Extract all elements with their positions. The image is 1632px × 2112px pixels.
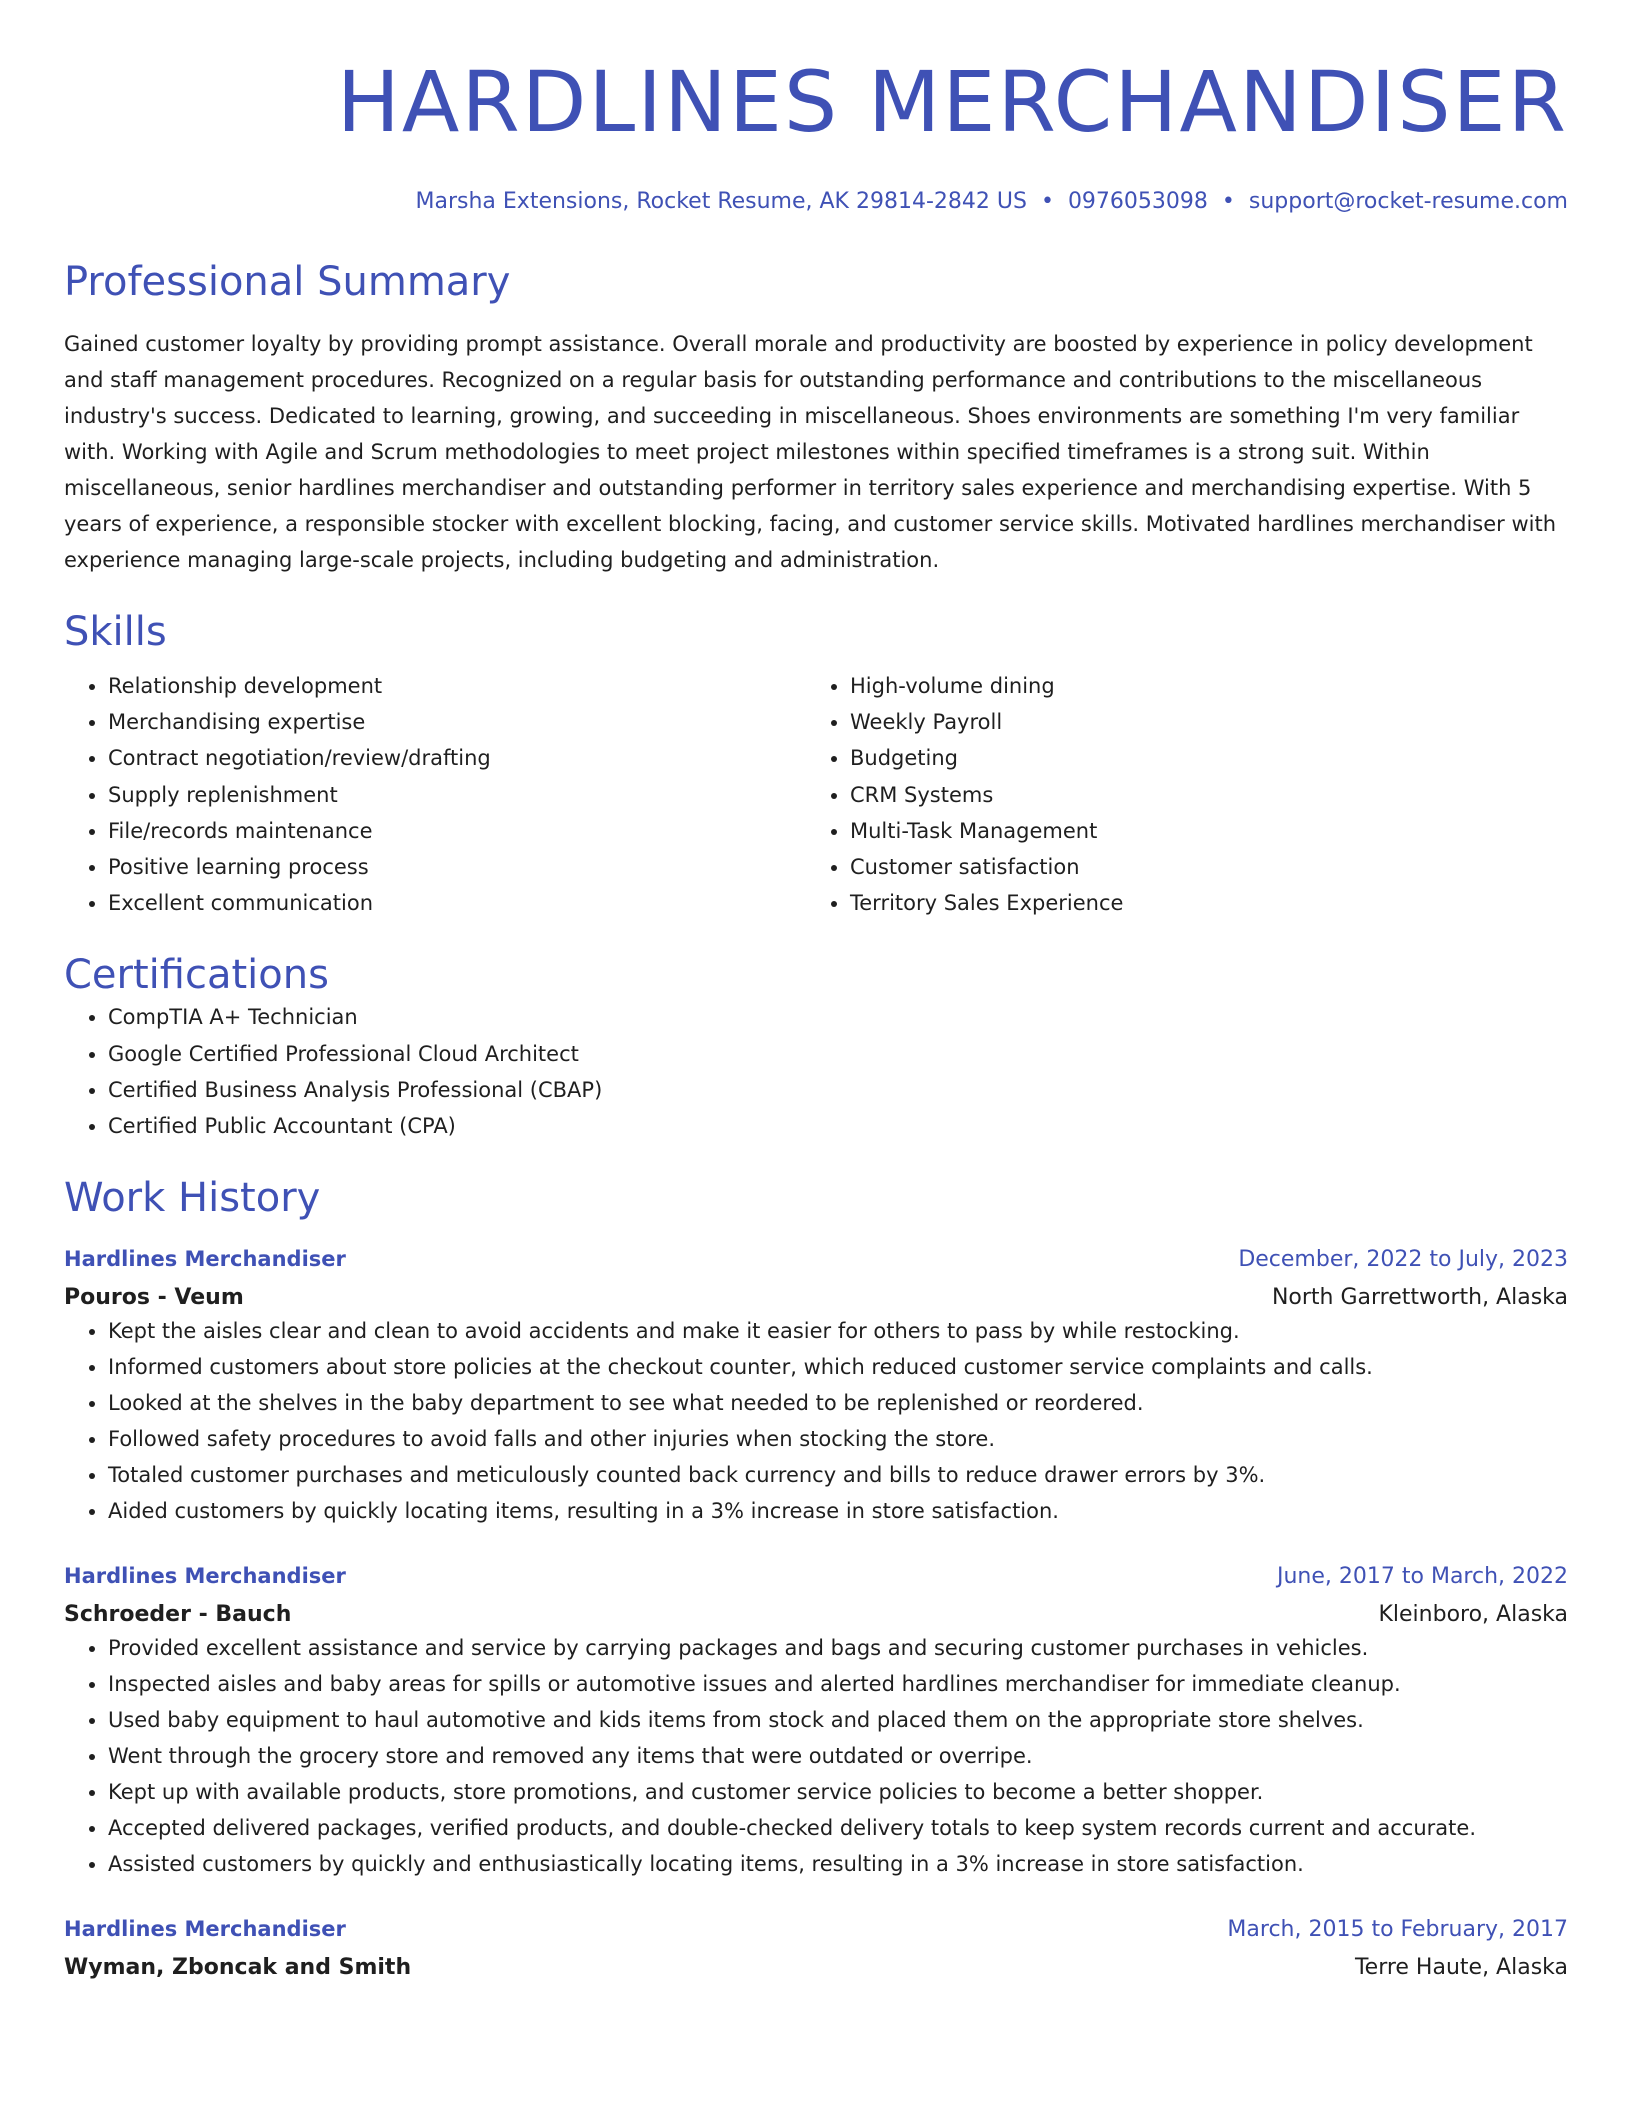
contact-address: Marsha Extensions, Rocket Resume, AK 29814-2842 US — [415, 189, 1027, 214]
certification-item: • Google Certified Professional Cloud Architect — [108, 1036, 1568, 1072]
skill-item: • Contract negotiation/review/drafting — [108, 740, 806, 776]
job-title: Hardlines Merchandiser — [64, 1247, 346, 1272]
skill-item: • Customer satisfaction — [850, 849, 1548, 885]
skill-item: • Multi-Task Management — [850, 813, 1548, 849]
job-entry — [64, 1914, 1568, 1983]
job-company: Wyman, Zboncak and Smith — [64, 1955, 412, 1981]
job-location: North Garrettworth, Alaska — [1271, 1285, 1568, 1311]
certifications-list — [64, 999, 1568, 1144]
contact-separator: • — [1040, 189, 1054, 214]
contact-line — [64, 188, 1568, 216]
job-location: Kleinboro, Alaska — [1378, 1602, 1568, 1628]
skills-heading: Skills — [64, 609, 167, 655]
job-bullets — [64, 1630, 1568, 1882]
job-dates: June, 2017 to March, 2022 — [1277, 1564, 1568, 1590]
job-bullet: • Kept up with available products, store promotions, and customer service policies to become a better shopper. — [108, 1774, 1568, 1810]
skill-item: • Excellent communication — [108, 885, 806, 921]
job-company: Schroeder - Bauch — [64, 1602, 292, 1628]
job-header-row — [64, 1914, 1568, 1945]
job-company-row — [64, 1275, 1568, 1313]
skill-item: • High-volume dining — [850, 668, 1548, 704]
work-history-heading: Work History — [64, 1175, 321, 1222]
contact-email[interactable]: support@rocket-resume.com — [1248, 189, 1568, 214]
skill-item: • Weekly Payroll — [850, 704, 1548, 740]
contact-separator: • — [1221, 189, 1235, 214]
resume-name: HARDLINES MERCHANDISER — [336, 53, 1568, 151]
skill-item: • Supply replenishment — [108, 777, 806, 813]
job-dates: December, 2022 to July, 2023 — [1238, 1247, 1568, 1273]
job-entry — [64, 1244, 1568, 1529]
job-company-row — [64, 1592, 1568, 1630]
job-bullets — [64, 1313, 1568, 1529]
skill-item: • Budgeting — [850, 740, 1548, 776]
job-location: Terre Haute, Alaska — [1354, 1955, 1568, 1981]
skill-item: • CRM Systems — [850, 777, 1548, 813]
job-bullet: • Aided customers by quickly locating items, resulting in a 3% increase in store satisfaction. — [108, 1493, 1568, 1529]
summary-heading: Professional Summary — [64, 259, 511, 305]
job-header-row — [64, 1244, 1568, 1275]
job-title: Hardlines Merchandiser — [64, 1917, 346, 1942]
skills-left-list — [64, 668, 806, 921]
job-bullet: • Inspected aisles and baby areas for spills or automotive issues and alerted hardlines merchandiser for immediate cleanup. — [108, 1666, 1568, 1702]
job-dates: March, 2015 to February, 2017 — [1227, 1917, 1568, 1943]
job-header-row — [64, 1561, 1568, 1592]
job-bullet: • Accepted delivered packages, verified products, and double-checked delivery totals to keep system records current and accurate. — [108, 1810, 1568, 1846]
job-bullet: • Assisted customers by quickly and enthusiastically locating items, resulting in a 3% increase in store satisfaction. — [108, 1846, 1568, 1882]
skills-columns — [64, 668, 1568, 921]
job-company-row — [64, 1945, 1568, 1983]
skill-item: • Merchandising expertise — [108, 704, 806, 740]
job-bullet: • Looked at the shelves in the baby department to see what needed to be replenished or reordered. — [108, 1385, 1568, 1421]
job-company: Pouros - Veum — [64, 1285, 244, 1311]
summary-text: Gained customer loyalty by providing prompt assistance. Overall morale and productivity are boosted by experience in policy development and staff management procedures. Recognized on a regular basis for outstanding performance and contributions to the miscellaneous industry's success. Dedicated to learning, growing, and succeeding in miscellaneous. Shoes environments are something I'm very familiar with. Working with Agile and Scrum methodologies to meet project milestones within specified timeframes is a strong suit. Within miscellaneous, senior hardlines merchandiser and outstanding performer in territory sales experience and merchandising expertise. With 5 years of experience, a responsible stocker with excellent blocking, facing, and customer service skills. Motivated hardlines merchandiser with experience managing large-scale projects, including budgeting and administration. — [64, 332, 1557, 572]
job-bullet: • Followed safety procedures to avoid falls and other injuries when stocking the store. — [108, 1421, 1568, 1457]
skill-item: • Positive learning process — [108, 849, 806, 885]
certification-item: • Certified Public Accountant (CPA) — [108, 1108, 1568, 1144]
certifications-heading: Certifications — [64, 952, 329, 999]
skill-item: • File/records maintenance — [108, 813, 806, 849]
job-entry — [64, 1561, 1568, 1882]
skills-right-list — [806, 668, 1548, 921]
job-bullet: • Provided excellent assistance and service by carrying packages and bags and securing customer purchases in vehicles. — [108, 1630, 1568, 1666]
skill-item: • Territory Sales Experience — [850, 885, 1548, 921]
contact-phone: 0976053098 — [1067, 189, 1208, 214]
job-bullet: • Went through the grocery store and removed any items that were outdated or overripe. — [108, 1738, 1568, 1774]
job-bullet: • Kept the aisles clear and clean to avoid accidents and make it easier for others to pass by while restocking. — [108, 1313, 1568, 1349]
certification-item: • Certified Business Analysis Professional (CBAP) — [108, 1072, 1568, 1108]
job-bullet: • Totaled customer purchases and meticulously counted back currency and bills to reduce drawer errors by 3%. — [108, 1457, 1568, 1493]
skill-item: • Relationship development — [108, 668, 806, 704]
job-bullet: • Used baby equipment to haul automotive and kids items from stock and placed them on the appropriate store shelves. — [108, 1702, 1568, 1738]
job-bullet: • Informed customers about store policies at the checkout counter, which reduced customer service complaints and calls. — [108, 1349, 1568, 1385]
job-title: Hardlines Merchandiser — [64, 1564, 346, 1589]
certification-item: • CompTIA A+ Technician — [108, 999, 1568, 1035]
